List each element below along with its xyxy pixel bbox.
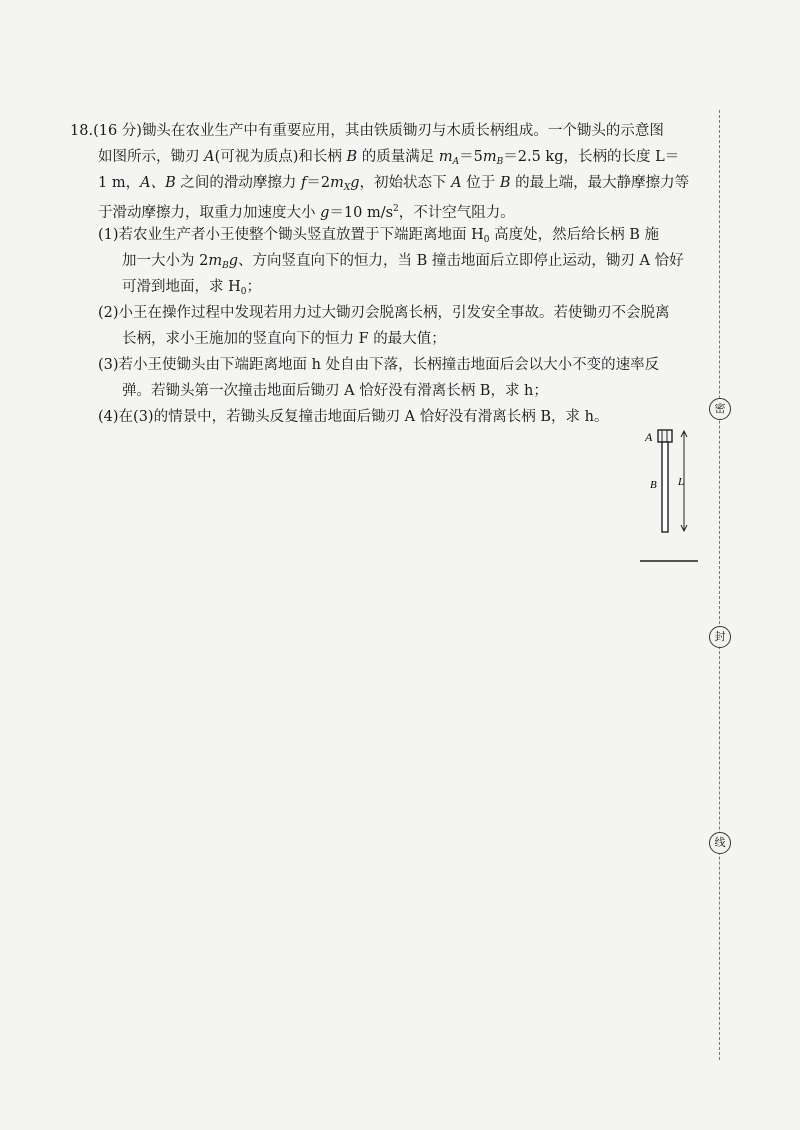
question-1-line-3: 可滑到地面，求 $H_0$；	[122, 279, 261, 297]
label-a: A	[645, 430, 653, 444]
question-1-line-1: (1)若农业生产者小王使整个锄头竖直放置于下端距离地面 $H_0$ 高度处，然后给长柄 B 施	[98, 227, 660, 245]
question-1-line-2: 加一大小为 $2m_Bg$、方向竖直向下的恒力，当 B 撞击地面后立即停止运动，锄刃 A 恰好	[122, 253, 684, 271]
problem-stem-line-3: 1 m，A、B 之间的滑动摩擦力 $f=2m_Xg$，初始状态下 A 位于 B 的最上端，最大静摩擦力等	[98, 175, 690, 193]
problem-stem-line-2: 如图所示，锄刃 A(可视为质点)和长柄 B 的质量满足 $m_A=5m_B=2.5$ kg，长柄的长度 L＝	[98, 149, 680, 167]
label-l: L	[678, 476, 685, 488]
binding-dashed-line	[719, 110, 720, 1060]
question-2-line-1: (2)小王在操作过程中发现若用力过大锄刃会脱离长柄，引发安全事故。若使锄刃不会脱离	[98, 305, 670, 321]
seal-mark-mi: 密	[709, 398, 731, 420]
problem-stem-line-1: 18.(16 分)锄头在农业生产中有重要应用，其由铁质锄刃与木质长柄组成。一个锄头的示意图	[70, 123, 664, 139]
problem-stem-line-4: 于滑动摩擦力，取重力加速度大小 g＝10 $m/s^2$，不计空气阻力。	[98, 204, 515, 221]
question-2-line-2: 长柄，求小王施加的竖直向下的恒力 F 的最大值；	[122, 331, 446, 347]
problem-number: 18.	[70, 123, 94, 139]
question-3-line-1: (3)若小王使锄头由下端距离地面 h 处自由下落，长柄撞击地面后会以大小不变的速率反	[98, 357, 660, 373]
blade-a-shape	[658, 430, 672, 442]
label-b: B	[650, 479, 657, 491]
handle-b-shape	[662, 442, 668, 532]
seal-mark-feng: 封	[709, 626, 731, 648]
seal-mark-xian: 线	[709, 832, 731, 854]
problem-18	[70, 118, 702, 430]
question-3-line-2: 弹。若锄头第一次撞击地面后锄刃 A 恰好没有滑离长柄 B，求 h；	[122, 383, 548, 399]
question-4-line-1: (4)在(3)的情景中，若锄头反复撞击地面后锄刃 A 恰好没有滑离长柄 B，求 h。	[98, 409, 609, 425]
problem-score: (16 分)	[93, 123, 142, 139]
hoe-diagram	[640, 425, 702, 565]
